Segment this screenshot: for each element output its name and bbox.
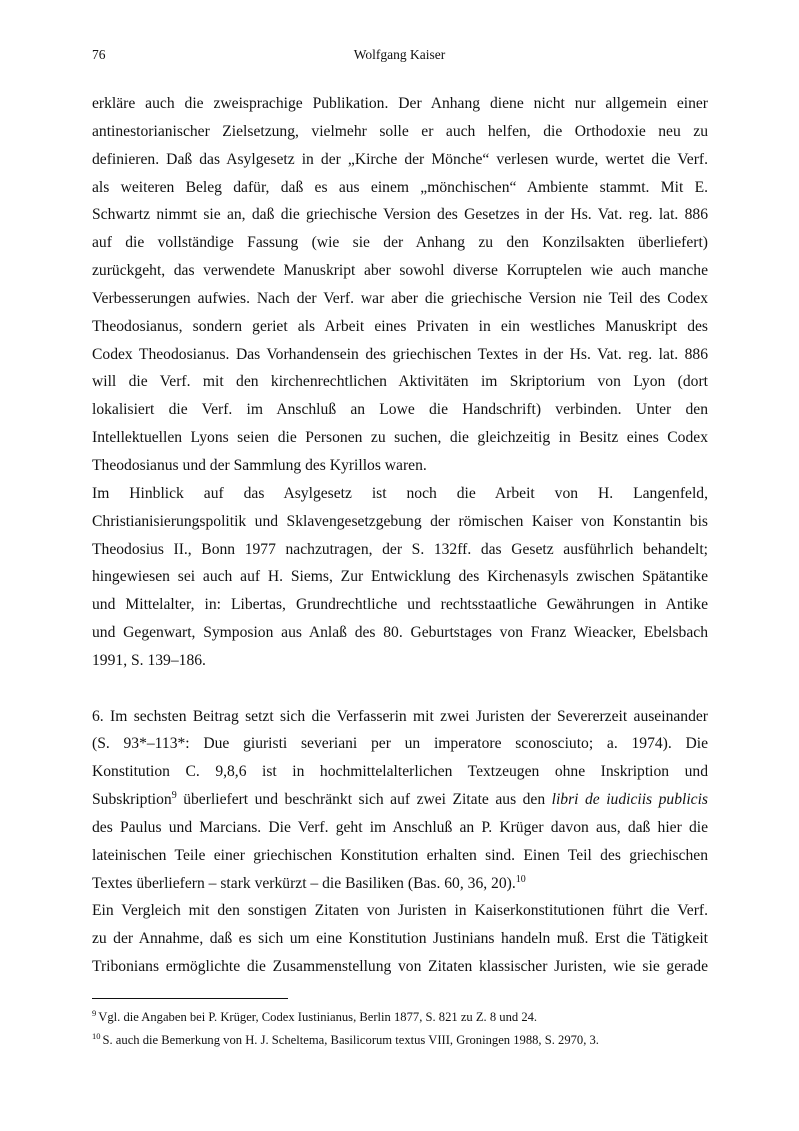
text-line [92,536,708,564]
text-segment: Intellektuellen Lyons seien die Personen zu suchen, die gleichzeitig in Besitz eines Codex [92,429,708,447]
text-line [92,480,708,508]
footnote-text: S. auch die Bemerkung von H. J. Scheltema, Basilicorum textus VIII, Groningen 1988, S. 2970, 3. [102,1033,599,1047]
text-line [92,118,708,146]
text-segment: lateinischen Teile einer griechischen Konstitution erhalten sind. Einen Teil des griechischen [92,846,708,864]
text-segment: Schwartz nimmt sie an, daß die griechische Version des Gesetzes in der Hs. Vat. reg. lat. 886 [92,206,708,224]
text-segment: auf die vollständige Fassung (wie sie der Anhang zu den Konzilsakten überliefert) [92,234,708,252]
text-segment: definieren. Daß das Asylgesetz in der „Kirche der Mönche“ verlesen wurde, wertet die Verf. [92,150,708,168]
text-line [92,508,708,536]
text-line [92,730,708,758]
footnote-number: 9 [92,1008,97,1018]
text-segment: überliefert und beschränkt sich auf zwei Zitate aus den [176,791,552,809]
text-line [92,368,708,396]
footnote [92,1006,708,1029]
text-segment: Subskription [92,791,172,809]
text-line [92,619,708,647]
running-head: Wolfgang Kaiser [353,47,446,62]
footnote-reference[interactable]: 9 [171,790,177,802]
text-line [92,90,708,118]
text-segment: als weiteren Beleg dafür, daß es aus einem „mönchischen“ Ambiente stammt. Mit E. [92,178,708,196]
text-line [92,341,708,369]
text-line [92,229,708,257]
text-line [92,285,708,313]
blank-line [92,675,708,703]
text-line [92,703,708,731]
footnote-reference[interactable]: 10 [515,873,526,885]
text-segment: Konstitution C. 9,8,6 ist in hochmittelalterlichen Textzeugen ohne Inskription und [92,763,708,781]
footnote-number: 10 [92,1031,101,1041]
page-number: 76 [92,47,106,62]
italic-text: libri de iudiciis publicis [551,791,708,809]
text-segment: 1991, S. 139–186. [92,651,206,669]
text-segment: Theodosianus und der Sammlung des Kyrillos waren. [92,456,427,474]
text-segment: will die Verf. mit den kirchenrechtlichen Aktivitäten im Skriptorium von Lyon (dort [92,373,708,391]
text-segment: antinestorianischer Zielsetzung, vielmehr solle er auch helfen, die Orthodoxie neu zu [92,122,708,140]
body-text [92,90,708,981]
text-line [92,591,708,619]
footnotes [92,1006,708,1052]
text-line [92,925,708,953]
text-segment: erkläre auch die zweisprachige Publikation. Der Anhang diene nicht nur allgemein einer [92,95,708,112]
text-line [92,313,708,341]
text-segment: Christianisierungspolitik und Sklavengesetzgebung der römischen Kaiser von Konstantin bis [92,512,708,530]
text-segment: Textes überliefern – stark verkürzt – die Basiliken (Bas. 60, 36, 20). [92,874,516,892]
text-segment: zurückgeht, das verwendete Manuskript aber sowohl diverse Korruptelen wie auch manche [92,262,708,280]
text-segment: zu der Annahme, daß es sich um eine Konstitution Justinians handeln muß. Erst die Tätigkeit [92,930,708,948]
text-line [92,870,708,898]
text-segment: und Mittelalter, in: Libertas, Grundrechtliche und rechtsstaatliche Gewährungen in Antike [92,596,708,614]
footnote-text: Vgl. die Angaben bei P. Krüger, Codex Iustinianus, Berlin 1877, S. 821 zu Z. 8 und 24. [98,1010,538,1024]
text-line [92,786,708,814]
text-segment: hingewiesen sei auch auf H. Siems, Zur Entwicklung des Kirchenasyls zwischen Spätantike [92,568,708,586]
text-line [92,563,708,591]
text-segment: lokalisiert die Verf. im Anschluß an Lowe die Handschrift) verbinden. Unter den [92,401,708,419]
text-segment: (S. 93*–113*: Due giuristi severiani per un imperatore sconosciuto; a. 1974). Die [92,735,708,753]
text-segment: Ein Vergleich mit den sonstigen Zitaten von Juristen in Kaiserkonstitutionen führt die Verf. [92,902,708,920]
text-segment: 6. Im sechsten Beitrag setzt sich die Verfasserin mit zwei Juristen der Severerzeit auseinander [92,707,708,725]
text-line [92,452,708,480]
text-segment: Im Hinblick auf das Asylgesetz ist noch die Arbeit von H. Langenfeld, [92,484,708,502]
text-segment: des Paulus und Marcians. Die Verf. geht im Anschluß an P. Krüger davon aus, daß hier die [92,818,708,836]
text-line [92,814,708,842]
text-line [92,396,708,424]
footnote-divider [92,998,288,999]
text-line [92,201,708,229]
text-segment: Theodosianus, sondern geriet als Arbeit eines Privaten in ein westliches Manuskript des [92,317,708,335]
footnote [92,1029,708,1052]
text-line [92,953,708,981]
text-line [92,146,708,174]
text-line [92,257,708,285]
text-line [92,842,708,870]
text-segment: und Gegenwart, Symposion aus Anlaß des 80. Geburtstages von Franz Wieacker, Ebelsbach [92,624,708,642]
text-segment: Theodosius II., Bonn 1977 nachzutragen, der S. 132ff. das Gesetz ausführlich behandelt; [92,540,708,558]
text-segment: Verbesserungen aufwies. Nach der Verf. war aber die griechische Version nie Teil des Codex [92,289,708,307]
text-line [92,424,708,452]
text-line [92,647,708,675]
text-segment: Codex Theodosianus. Das Vorhandensein des griechischen Textes in der Hs. Vat. reg. lat. 886 [92,345,708,363]
text-line [92,758,708,786]
text-line [92,897,708,925]
text-segment: Tribonians ermöglichte die Zusammenstellung von Zitaten klassischer Juristen, wie sie gerade [92,958,708,976]
text-line [92,174,708,202]
